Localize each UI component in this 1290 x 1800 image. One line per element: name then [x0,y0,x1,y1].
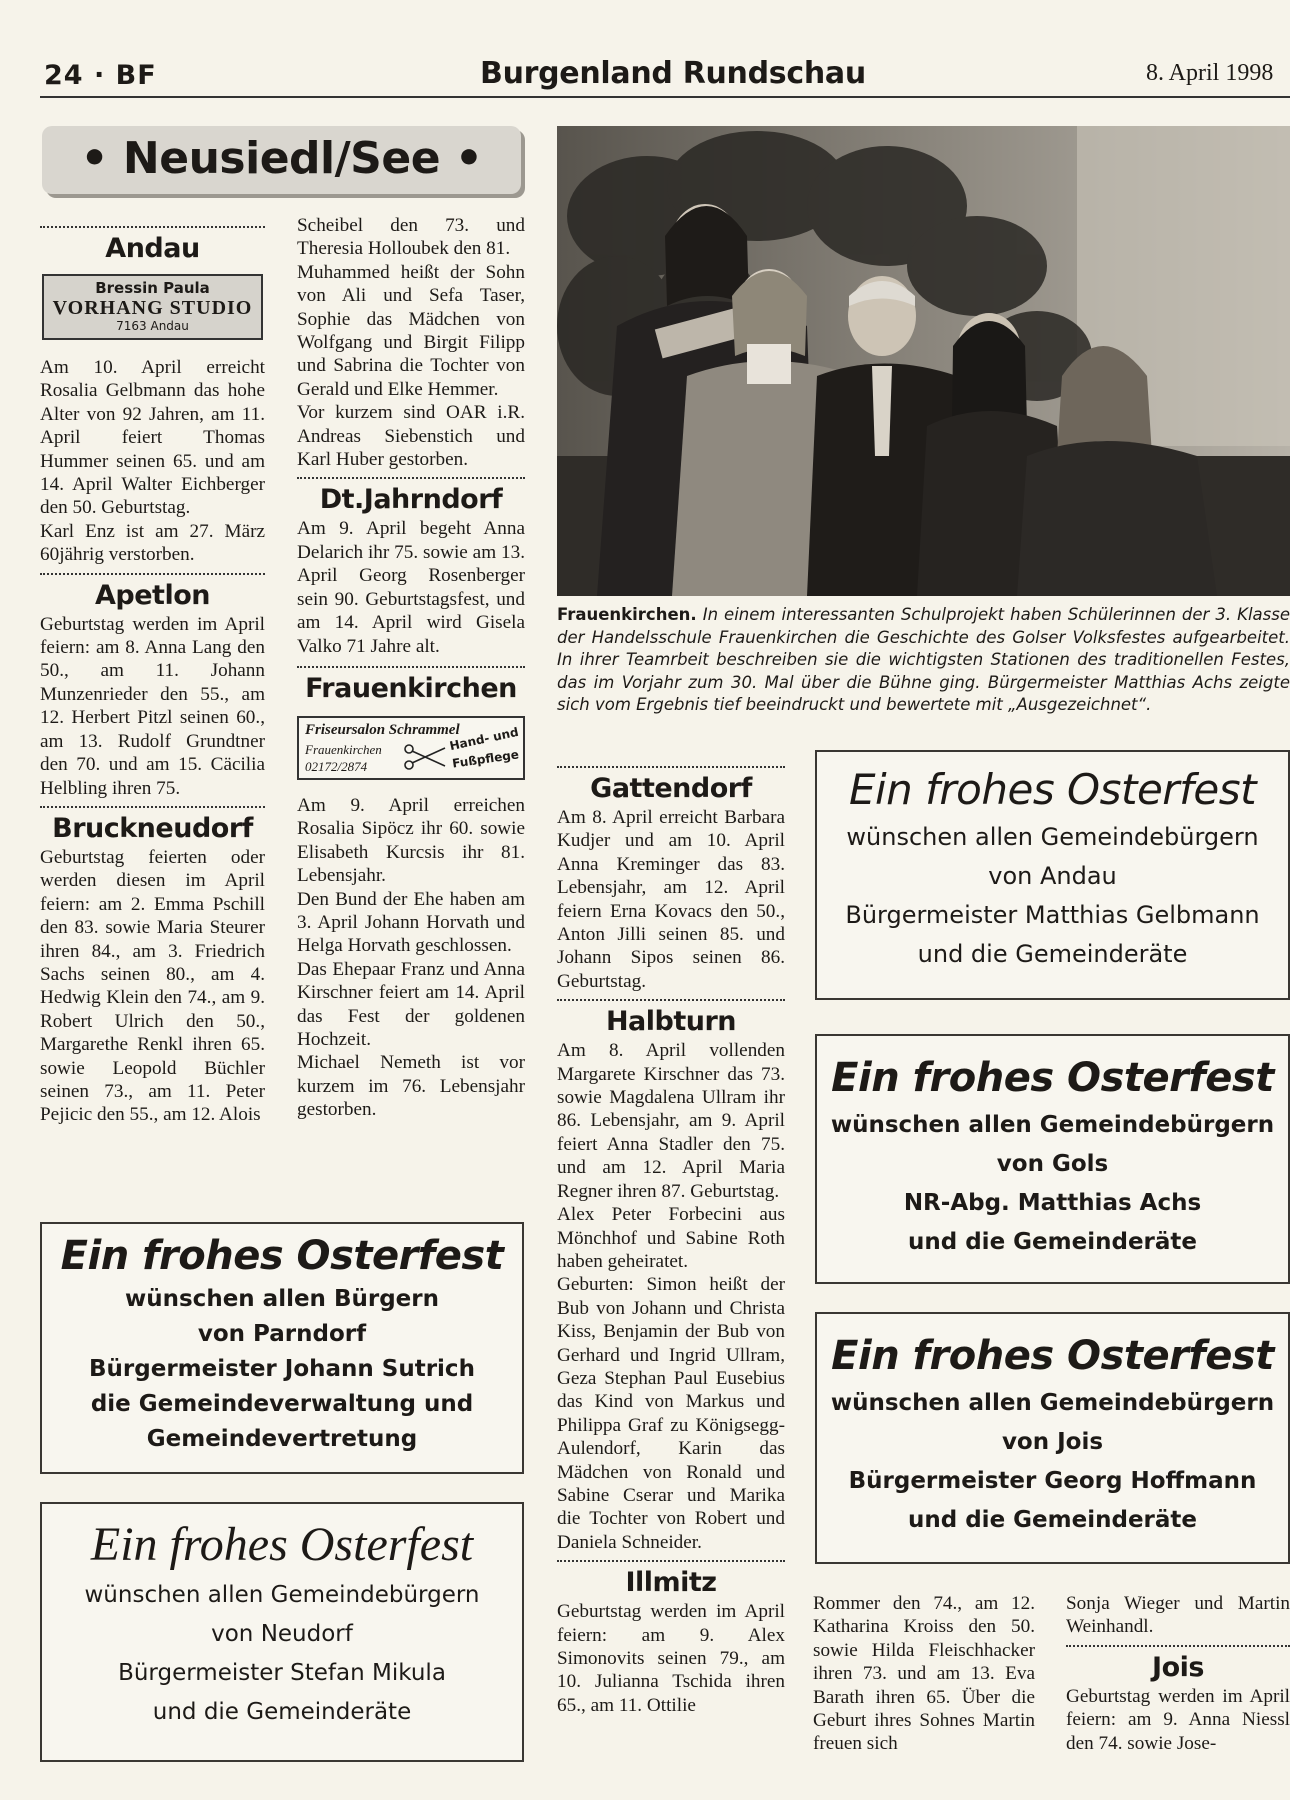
ad-title: Ein frohes Osterfest [90,1518,474,1571]
paragraph: Das Ehepaar Franz und Anna Kirschner feiert am 14. April das Fest der goldenen Hochzeit. [297,958,525,1050]
header-rule [40,96,1290,98]
divider [297,477,525,479]
ad-line: von Neudorf [211,1621,353,1647]
issue-date: 8. April 1998 [1146,60,1274,86]
ad-line: NR-Abg. Matthias Achs [903,1190,1202,1216]
ad-friseur-line1: Friseursalon Schrammel [305,721,460,738]
ad-line: und die Gemeinderäte [917,940,1188,968]
heading-gattendorf: Gattendorf [590,773,752,804]
paragraph: Scheibel den 73. und Theresia Holloubek den 81. [297,215,525,260]
divider [557,999,785,1001]
ad-vorhang-line3: 7163 Andau [116,319,189,333]
ad-easter-andau [815,750,1290,1000]
scissors-icon [403,742,447,772]
ad-line: Bürgermeister Georg Hoffmann [848,1468,1257,1494]
ad-line: von Parndorf [197,1321,367,1347]
ad-easter-parndorf [40,1222,524,1474]
heading-apetlon: Apetlon [95,579,210,611]
text-illmitz: Geburtstag werden im April feiern: am 9. Alex Simonovits seinen 79., am 10. Julianna Tschida ihren 65., am 11. Ottilie [557,1601,785,1716]
paragraph: Am 10. April erreicht Rosalia Gelbmann das hohe Alter von 92 Jahren, am 11. April feiert Thomas Hummer seinen 65. und am 14. April Walter Eichberger den 50. Geburtstag. [40,357,265,519]
text-andau-continued [297,214,525,471]
ad-line: und die Gemeinderäte [152,1699,412,1725]
ad-line: Bürgermeister Stefan Mikula [118,1660,446,1686]
text-gattendorf: Am 8. April erreicht Barbara Kudjer und am 10. April Anna Kreminger das 83. Lebensjahr, am 12. April feiern Erna Kovacs den 50., Anton Jilli seinen 85. und Johann Sipos seinen 86. Geburtstag. [557,807,785,992]
divider [40,226,265,228]
ad-friseursalon [297,716,525,780]
section-banner [42,126,521,194]
ad-easter-gols [815,1034,1290,1284]
ad-vorhang-line1: Bressin Paula [95,279,210,297]
caption-text: In einem interessanten Schulprojekt haben Schülerinnen der 3. Klasse der Handelsschule Frauenkirchen die Geschichte des Golser Volksfestes aufgearbeitet. In ihrer Teamrbeit beschreiben sie die wichtigsten Stationen des traditionellen Festes, das im Vorjahr zum 30. Mal über die Bühne ging. Bürgermeister Matthias Achs zeigte sich vom Ergebnis tief beeindruckt und bewertete mit „Ausgezeichnet“. [557,605,1290,714]
text-jois: Geburtstag werden im April feiern: am 9. Anna Niessl den 74. sowie Jose- [1066,1685,1290,1754]
ad-line: Bürgermeister Johann Sutrich [89,1356,475,1382]
ad-title: Ein frohes Osterfest [848,765,1257,814]
ad-line: wünschen allen Gemeindebürgern [830,1390,1275,1416]
heading-jois: Jois [1152,1651,1204,1683]
text-frauenkirchen [297,794,525,1122]
heading-illmitz: Illmitz [625,1567,717,1599]
column-5 [1066,1592,1290,1755]
ad-vorhang-studio [42,274,263,340]
page-number: 24 · BF [44,60,157,91]
ad-friseur-line3: 02172/2874 [305,758,368,774]
divider [557,766,785,768]
paragraph: Michael Nemeth ist vor kurzem im 76. Lebensjahr gestorben. [297,1052,525,1121]
group-photo-image [557,126,1290,596]
ad-line: wünschen allen Gemeindebürgern [830,1112,1275,1138]
ad-line: die Gemeindeverwaltung und [90,1391,474,1417]
divider [297,666,525,668]
ad-line: wünschen allen Gemeindebürgern [84,1582,480,1608]
paragraph: Karl Enz ist am 27. März 60jährig verstorben. [40,520,265,566]
column-1 [40,220,265,1127]
heading-dtjahrndorf: Dt.Jahrndorf [319,484,503,516]
ad-line: wünschen allen Bürgern [125,1286,439,1312]
paragraph: Geburten: Simon heißt der Bub von Johann und Christa Kiss, Benjamin der Bub von Gerhard und Ingrid Ullram, Geza Stephan Paul Eusebius das Kind von Markus und Philippa Graf zu Königsegg-Aulendorf, Karin das Mädchen von Ronald und Sabine Cserar und Marika die Tochter von Robert und Daniela Schneider. [557,1274,785,1553]
ad-line: und die Gemeinderäte [908,1507,1197,1533]
ad-line: wünschen allen Gemeindebürgern [846,823,1259,851]
text-andau [40,356,265,567]
paragraph: Am 8. April vollenden Margarete Kirschner das 73. sowie Magdalena Ullram ihr 86. Lebensjahr, am 9. April feiert Anna Stadler den 75. und am 12. April Maria Regner ihren 87. Geburtstag. [557,1040,785,1202]
photo-caption [557,604,1290,717]
divider [40,573,265,575]
ad-line: Bürgermeister Matthias Gelbmann [845,901,1260,929]
text-illmitz-continued: Rommer den 74., am 12. Katharina Kroiss den 50. sowie Hilda Fleischhacker ihren 73. und am 13. Eva Barath ihren 65. Über die Geburt ihres Sohnes Martin freuen sich [813,1593,1035,1755]
paragraph: Alex Peter Forbecini aus Mönchhof und Sabine Roth haben geheiratet. [557,1204,785,1272]
ad-title: Ein frohes Osterfest [831,1055,1274,1101]
heading-frauenkirchen: Frauenkirchen [305,672,517,704]
paragraph: Den Bund der Ehe haben am 3. April Johann Horvath und Helga Horvath geschlossen. [297,888,525,957]
ad-title: Ein frohes Osterfest [60,1233,504,1279]
text-jois-intro: Sonja Wieger und Martin Weinhandl. [1066,1593,1290,1638]
heading-andau: Andau [105,233,200,264]
section-banner-text: • Neusiedl/See • [80,133,483,184]
ad-line: von Andau [988,862,1117,890]
ad-friseur-right2: Fußpflege [451,747,520,771]
paragraph: Vor kurzem sind OAR i.R. Andreas Siebenstich und Karl Huber gestorben. [297,402,525,471]
ad-line: und die Gemeinderäte [908,1229,1197,1255]
ad-line: von Jois [1001,1429,1104,1455]
ad-friseur-right1: Hand- und [448,724,520,754]
paragraph: Muhammed heißt der Sohn von Ali und Sefa Taser, Sophie das Mädchen von Wolfgang und Birgit Filipp und Sabrina die Tochter von Gerald und Elke Hemmer. [297,261,525,400]
ad-easter-neudorf [40,1502,524,1762]
ad-easter-jois [815,1312,1290,1564]
newspaper-title: Burgenland Rundschau [480,56,866,91]
news-photo [557,126,1290,596]
text-halbturn [557,1039,785,1554]
paragraph: Am 9. April erreichen Rosalia Sipöcz ihr 60. sowie Elisabeth Kurcsis ihr 81. Lebensjahr. [297,794,525,887]
divider [1066,1645,1290,1647]
ad-friseur-line2: Frauenkirchen [305,741,382,757]
divider [40,806,265,808]
column-2 [297,214,525,1122]
ad-title: Ein frohes Osterfest [831,1333,1274,1379]
caption-lead: Frauenkirchen. [557,605,697,624]
ad-line: Gemeindevertretung [146,1426,418,1452]
text-apetlon: Geburtstag werden im April feiern: am 8. Anna Lang den 50., am 11. Johann Munzenrieder den 55., am 12. Herbert Pitzl seinen 60., am 13. Rudolf Grundtner den 70. und am 15. Cäcilia Helbling ihren 75. [40,613,265,799]
text-dtjahrndorf: Am 9. April begeht Anna Delarich ihr 75. sowie am 13. April Georg Rosenberger sein 90. Geburtstagsfest, und am 14. April wird Gisela Valko 71 Jahre alt. [297,518,525,657]
ad-vorhang-line2: VORHANG STUDIO [52,297,253,319]
heading-bruckneudorf: Bruckneudorf [52,812,253,844]
heading-halbturn: Halbturn [605,1006,737,1038]
text-bruckneudorf: Geburtstag feierten oder werden diesen im April feiern: am 2. Emma Pschill den 83. sowie Maria Steurer ihren 84., am 3. Friedrich Sachs seinen 80., am 4. Hedwig Klein den 74., am 9. Robert Ulrich den 50., Margarethe Renkl ihren 65. sowie Leopold Büchler seinen 73., am 11. Peter Pejicic den 55., am 12. Alois [40,846,265,1126]
column-3 [557,760,785,1717]
divider [557,1560,785,1562]
ad-line: von Gols [996,1151,1109,1177]
